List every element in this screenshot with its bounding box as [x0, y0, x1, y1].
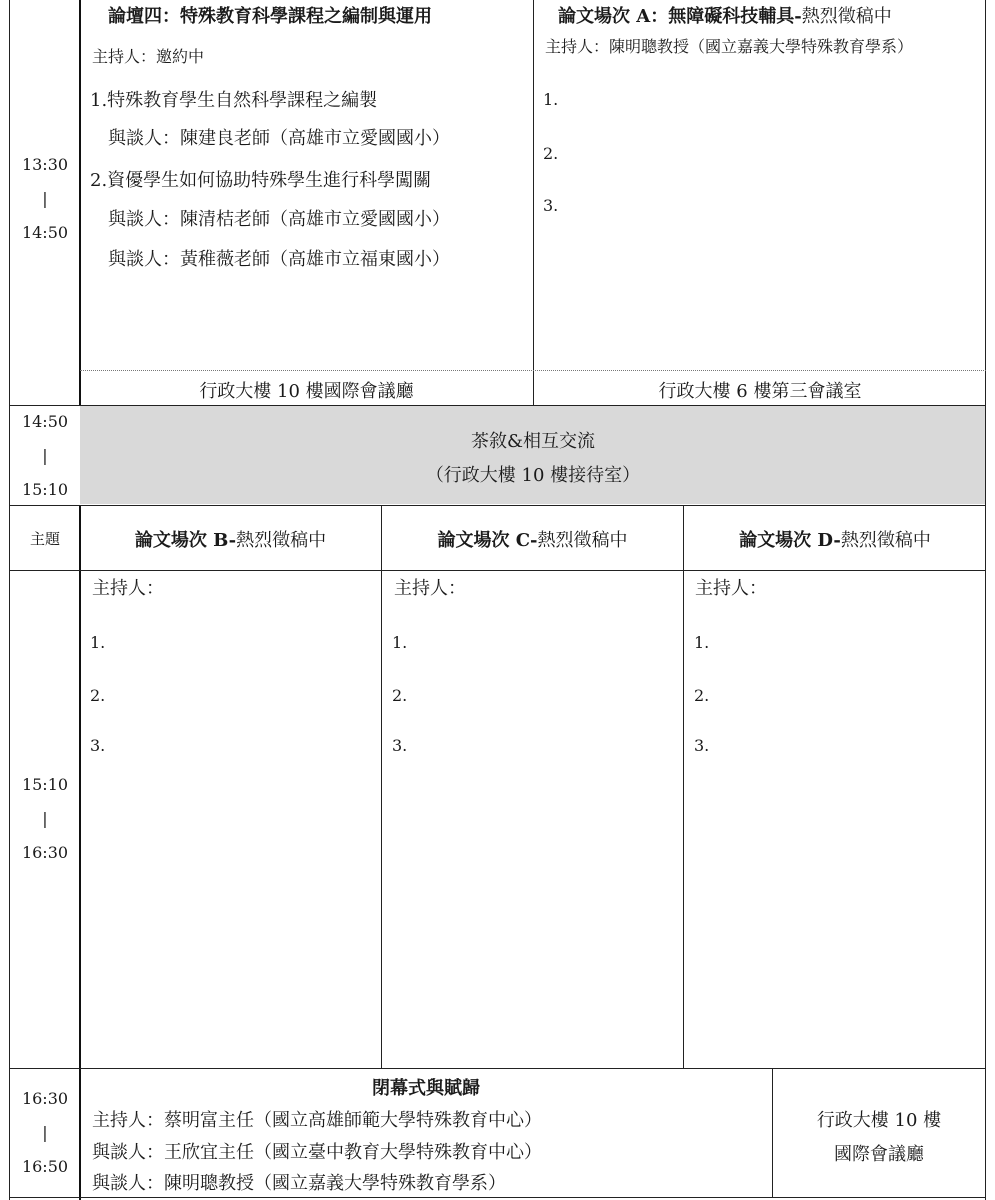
- closing-title: 閉幕式與賦歸: [372, 1078, 480, 1099]
- session-c-item-1: 1.: [392, 633, 408, 652]
- session-c-title: [382, 526, 683, 552]
- forum-four-item-2: 2.資優學生如何協助特殊學生進行科學闖關: [90, 170, 432, 191]
- forum-four-item-1-speaker: 與談人：陳建良老師（高雄市立愛國國小）: [108, 128, 450, 149]
- session-d-item-2: 2.: [694, 686, 710, 705]
- session-b-title: [80, 526, 381, 552]
- time-end: 16:50: [21, 1157, 69, 1176]
- session-a-host: 主持人：陳明聰教授（國立嘉義大學特殊教育學系）: [545, 37, 914, 56]
- block1-split: [533, 0, 534, 405]
- session-a-item-1: 1.: [543, 90, 559, 109]
- session-a-title-bold: 論文場次 A：無障礙科技輔具-: [558, 6, 802, 27]
- rule-570: [9, 570, 986, 571]
- session-d-item-1: 1.: [694, 633, 710, 652]
- session-a-item-2: 2.: [543, 144, 559, 163]
- time-end: 15:10: [21, 480, 69, 499]
- outer-right-border: [985, 0, 986, 1200]
- time-start: 16:30: [21, 1089, 69, 1108]
- forum-four-item-1: 1.特殊教育學生自然科學課程之編製: [90, 90, 378, 111]
- time-separator: |: [42, 446, 48, 465]
- session-c-title-normal: 熱烈徵稿中: [537, 530, 628, 551]
- block1-time: [10, 148, 80, 250]
- rule-505: [9, 505, 986, 506]
- break-venue: （行政大樓 10 樓接待室）: [425, 465, 641, 486]
- session-a-item-3: 3.: [543, 196, 559, 215]
- theme-label: 主題: [29, 530, 60, 548]
- session-a-venue: 行政大樓 6 樓第三會議室: [658, 381, 862, 402]
- block1-venue-rule: [80, 370, 986, 371]
- session-c-host: 主持人：: [394, 578, 466, 599]
- forum-four-item-2-speaker-1: 與談人：陳清桔老師（高雄市立愛國國小）: [108, 209, 450, 230]
- session-b-title-bold: 論文場次 B-: [134, 530, 237, 551]
- closing-speaker-2: 與談人：陳明聰教授（國立嘉義大學特殊教育學系）: [92, 1173, 506, 1194]
- break-band: [80, 405, 986, 504]
- forum-four-item-2-speaker-2: 與談人：黃稚薇老師（高雄市立福東國小）: [108, 249, 450, 270]
- forum-four-venue: 行政大樓 10 樓國際會議廳: [199, 381, 414, 402]
- time-separator: |: [42, 189, 48, 208]
- session-b-title-normal: 熱烈徵稿中: [236, 530, 327, 551]
- session-a-title-normal: 熱烈徵稿中: [801, 6, 892, 27]
- time-start: 13:30: [21, 155, 69, 174]
- time-start: 15:10: [21, 775, 69, 794]
- session-d-item-3: 3.: [694, 736, 710, 755]
- forum-four-host: 主持人：邀約中: [92, 47, 205, 66]
- break-time: [10, 405, 80, 507]
- sessions-time: [10, 768, 80, 870]
- session-b-item-2: 2.: [90, 686, 106, 705]
- time-start: 14:50: [21, 412, 69, 431]
- forum-four-title: 論壇四：特殊教育科學課程之編制與運用: [108, 6, 432, 27]
- session-c-item-2: 2.: [392, 686, 408, 705]
- rule-1068: [9, 1068, 986, 1069]
- session-b-item-1: 1.: [90, 633, 106, 652]
- session-a-title: [558, 2, 892, 28]
- closing-venue-line-2: 國際會議廳: [834, 1144, 924, 1165]
- session-d-host: 主持人：: [695, 578, 767, 599]
- time-end: 14:50: [21, 223, 69, 242]
- session-b-item-3: 3.: [90, 736, 106, 755]
- session-d-title: [684, 526, 986, 552]
- closing-host: 主持人：蔡明富主任（國立高雄師範大學特殊教育中心）: [92, 1110, 542, 1131]
- session-d-title-normal: 熱烈徵稿中: [840, 530, 931, 551]
- rule-bottom: [9, 1197, 986, 1198]
- time-separator: |: [42, 809, 48, 828]
- closing-venue-line-1: 行政大樓 10 樓: [816, 1110, 942, 1131]
- time-end: 16:30: [21, 843, 69, 862]
- session-split-1: [381, 505, 382, 1068]
- break-title: 茶敘&相互交流: [470, 431, 596, 452]
- session-b-host: 主持人：: [92, 578, 164, 599]
- session-c-item-3: 3.: [392, 736, 408, 755]
- time-separator: |: [42, 1123, 48, 1142]
- closing-speaker-1: 與談人：王欣宜主任（國立臺中教育大學特殊教育中心）: [92, 1142, 542, 1163]
- session-split-2: [683, 505, 684, 1068]
- rule-405: [9, 405, 986, 406]
- session-d-title-bold: 論文場次 D-: [739, 530, 841, 551]
- closing-time: [10, 1082, 80, 1184]
- closing-venue-split: [772, 1068, 773, 1198]
- session-c-title-bold: 論文場次 C-: [437, 530, 538, 551]
